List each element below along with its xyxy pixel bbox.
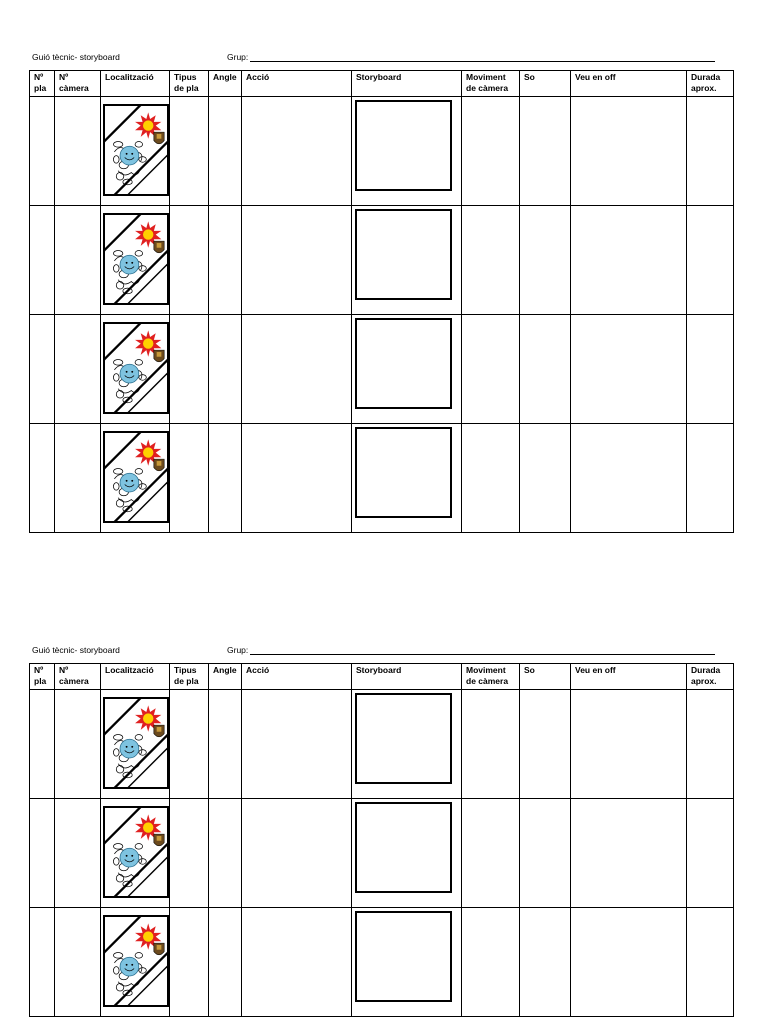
cell-location (101, 97, 170, 206)
cell-action[interactable] (242, 799, 352, 908)
cell-plan-number[interactable] (30, 424, 55, 533)
cell-duration[interactable] (687, 424, 734, 533)
cell-location (101, 799, 170, 908)
group-label: Grup: (227, 645, 249, 655)
cell-camera-movement[interactable] (462, 690, 520, 799)
cell-storyboard[interactable] (352, 690, 462, 799)
cell-sound[interactable] (520, 206, 571, 315)
column-header-line: Angle (213, 665, 237, 675)
column-header-line: Nº (34, 665, 44, 675)
column-header-line: So (524, 665, 535, 675)
cell-angle[interactable] (209, 424, 242, 533)
cell-sound[interactable] (520, 690, 571, 799)
location-image (103, 915, 169, 1007)
column-header-line: Storyboard (356, 72, 402, 82)
column-header-duration (687, 664, 734, 690)
column-header-line: aprox. (691, 83, 717, 93)
cell-sound[interactable] (520, 315, 571, 424)
cell-plan-number[interactable] (30, 315, 55, 424)
location-image (103, 322, 169, 414)
cell-plan-number[interactable] (30, 690, 55, 799)
column-header-sound (520, 71, 571, 97)
sheet-header (29, 645, 733, 663)
location-image (103, 431, 169, 523)
table-row (30, 908, 734, 1017)
cell-camera-movement[interactable] (462, 799, 520, 908)
column-header-line: Moviment (466, 72, 506, 82)
storyboard-table (29, 663, 734, 1017)
location-image (103, 806, 169, 898)
cell-voice-over[interactable] (571, 97, 687, 206)
cell-action[interactable] (242, 424, 352, 533)
cell-duration[interactable] (687, 799, 734, 908)
cell-sound[interactable] (520, 424, 571, 533)
cell-angle[interactable] (209, 315, 242, 424)
column-header-camera-movement (462, 71, 520, 97)
column-header-line: Nº (59, 665, 69, 675)
cell-camera-movement[interactable] (462, 424, 520, 533)
column-header-line: de pla (174, 676, 199, 686)
column-header-line: Moviment (466, 665, 506, 675)
cell-camera-movement[interactable] (462, 206, 520, 315)
storyboard-frame[interactable] (355, 911, 452, 1002)
cell-voice-over[interactable] (571, 799, 687, 908)
cell-action[interactable] (242, 908, 352, 1017)
column-header-line: càmera (59, 676, 89, 686)
cell-voice-over[interactable] (571, 206, 687, 315)
cell-angle[interactable] (209, 690, 242, 799)
location-image (103, 213, 169, 305)
cell-sound[interactable] (520, 799, 571, 908)
cell-duration[interactable] (687, 690, 734, 799)
cell-shot-type[interactable] (170, 206, 209, 315)
cell-plan-number[interactable] (30, 799, 55, 908)
cell-duration[interactable] (687, 97, 734, 206)
cell-voice-over[interactable] (571, 908, 687, 1017)
cell-voice-over[interactable] (571, 315, 687, 424)
cell-location (101, 315, 170, 424)
table-row (30, 690, 734, 799)
column-header-camera-number (55, 664, 101, 690)
cell-action[interactable] (242, 690, 352, 799)
cell-camera-number[interactable] (55, 799, 101, 908)
cell-camera-number[interactable] (55, 908, 101, 1017)
cell-shot-type[interactable] (170, 315, 209, 424)
cell-duration[interactable] (687, 908, 734, 1017)
document-title: Guió tècnic- storyboard (32, 52, 120, 62)
cell-plan-number[interactable] (30, 97, 55, 206)
header-row (30, 71, 734, 97)
cell-action[interactable] (242, 315, 352, 424)
cell-location (101, 424, 170, 533)
column-header-angle (209, 71, 242, 97)
cell-storyboard[interactable] (352, 799, 462, 908)
cell-plan-number[interactable] (30, 908, 55, 1017)
cell-storyboard[interactable] (352, 424, 462, 533)
cell-shot-type[interactable] (170, 424, 209, 533)
column-header-voice-over (571, 664, 687, 690)
column-header-storyboard (352, 664, 462, 690)
group-label: Grup: (227, 52, 249, 62)
document-title: Guió tècnic- storyboard (32, 645, 120, 655)
column-header-line: So (524, 72, 535, 82)
column-header-action (242, 664, 352, 690)
cell-shot-type[interactable] (170, 908, 209, 1017)
column-header-camera-movement (462, 664, 520, 690)
column-header-line: Storyboard (356, 665, 402, 675)
table-row (30, 799, 734, 908)
cell-storyboard[interactable] (352, 315, 462, 424)
column-header-line: pla (34, 676, 47, 686)
cell-storyboard[interactable] (352, 97, 462, 206)
cell-shot-type[interactable] (170, 97, 209, 206)
column-header-line: càmera (59, 83, 89, 93)
group-blank-line (250, 654, 715, 655)
cell-camera-movement[interactable] (462, 908, 520, 1017)
column-header-plan-number (30, 71, 55, 97)
storyboard-frame[interactable] (355, 100, 452, 191)
cell-location (101, 690, 170, 799)
column-header-shot-type (170, 71, 209, 97)
cell-angle[interactable] (209, 97, 242, 206)
column-header-line: pla (34, 83, 47, 93)
cell-duration[interactable] (687, 315, 734, 424)
column-header-action (242, 71, 352, 97)
column-header-camera-number (55, 71, 101, 97)
column-header-line: de càmera (466, 83, 509, 93)
cell-storyboard[interactable] (352, 908, 462, 1017)
cell-sound[interactable] (520, 908, 571, 1017)
column-header-line: de càmera (466, 676, 509, 686)
cell-camera-number[interactable] (55, 424, 101, 533)
cell-location (101, 206, 170, 315)
cell-angle[interactable] (209, 206, 242, 315)
storyboard-frame[interactable] (355, 318, 452, 409)
column-header-line: Acció (246, 72, 270, 82)
column-header-line: Tipus (174, 72, 197, 82)
storyboard-frame[interactable] (355, 427, 452, 518)
storyboard-sheet-1 (29, 52, 733, 533)
column-header-shot-type (170, 664, 209, 690)
cell-storyboard[interactable] (352, 206, 462, 315)
column-header-location (101, 71, 170, 97)
cell-camera-number[interactable] (55, 315, 101, 424)
storyboard-frame[interactable] (355, 693, 452, 784)
column-header-voice-over (571, 71, 687, 97)
column-header-line: aprox. (691, 676, 717, 686)
column-header-location (101, 664, 170, 690)
column-header-storyboard (352, 71, 462, 97)
table-row (30, 206, 734, 315)
storyboard-frame[interactable] (355, 802, 452, 893)
storyboard-sheet-2 (29, 645, 733, 1017)
column-header-line: Veu en off (575, 665, 616, 675)
cell-angle[interactable] (209, 908, 242, 1017)
location-image (103, 104, 169, 196)
sheet-header (29, 52, 733, 70)
column-header-line: Nº (59, 72, 69, 82)
group-blank-line (250, 61, 715, 62)
cell-duration[interactable] (687, 206, 734, 315)
cell-sound[interactable] (520, 97, 571, 206)
cell-shot-type[interactable] (170, 690, 209, 799)
cell-camera-number[interactable] (55, 690, 101, 799)
cell-action[interactable] (242, 206, 352, 315)
storyboard-table (29, 70, 734, 533)
column-header-line: Acció (246, 665, 270, 675)
column-header-line: Angle (213, 72, 237, 82)
column-header-plan-number (30, 664, 55, 690)
table-row (30, 97, 734, 206)
cell-camera-number[interactable] (55, 97, 101, 206)
cell-camera-movement[interactable] (462, 315, 520, 424)
cell-voice-over[interactable] (571, 424, 687, 533)
column-header-line: de pla (174, 83, 199, 93)
column-header-line: Nº (34, 72, 44, 82)
column-header-line: Durada (691, 72, 721, 82)
cell-camera-number[interactable] (55, 206, 101, 315)
column-header-line: Durada (691, 665, 721, 675)
column-header-line: Localització (105, 665, 154, 675)
column-header-line: Veu en off (575, 72, 616, 82)
storyboard-frame[interactable] (355, 209, 452, 300)
cell-angle[interactable] (209, 799, 242, 908)
table-row (30, 315, 734, 424)
cell-action[interactable] (242, 97, 352, 206)
header-row (30, 664, 734, 690)
cell-voice-over[interactable] (571, 690, 687, 799)
cell-shot-type[interactable] (170, 799, 209, 908)
column-header-line: Localització (105, 72, 154, 82)
column-header-sound (520, 664, 571, 690)
location-image (103, 697, 169, 789)
column-header-line: Tipus (174, 665, 197, 675)
cell-location (101, 908, 170, 1017)
column-header-duration (687, 71, 734, 97)
column-header-angle (209, 664, 242, 690)
cell-plan-number[interactable] (30, 206, 55, 315)
cell-camera-movement[interactable] (462, 97, 520, 206)
table-row (30, 424, 734, 533)
